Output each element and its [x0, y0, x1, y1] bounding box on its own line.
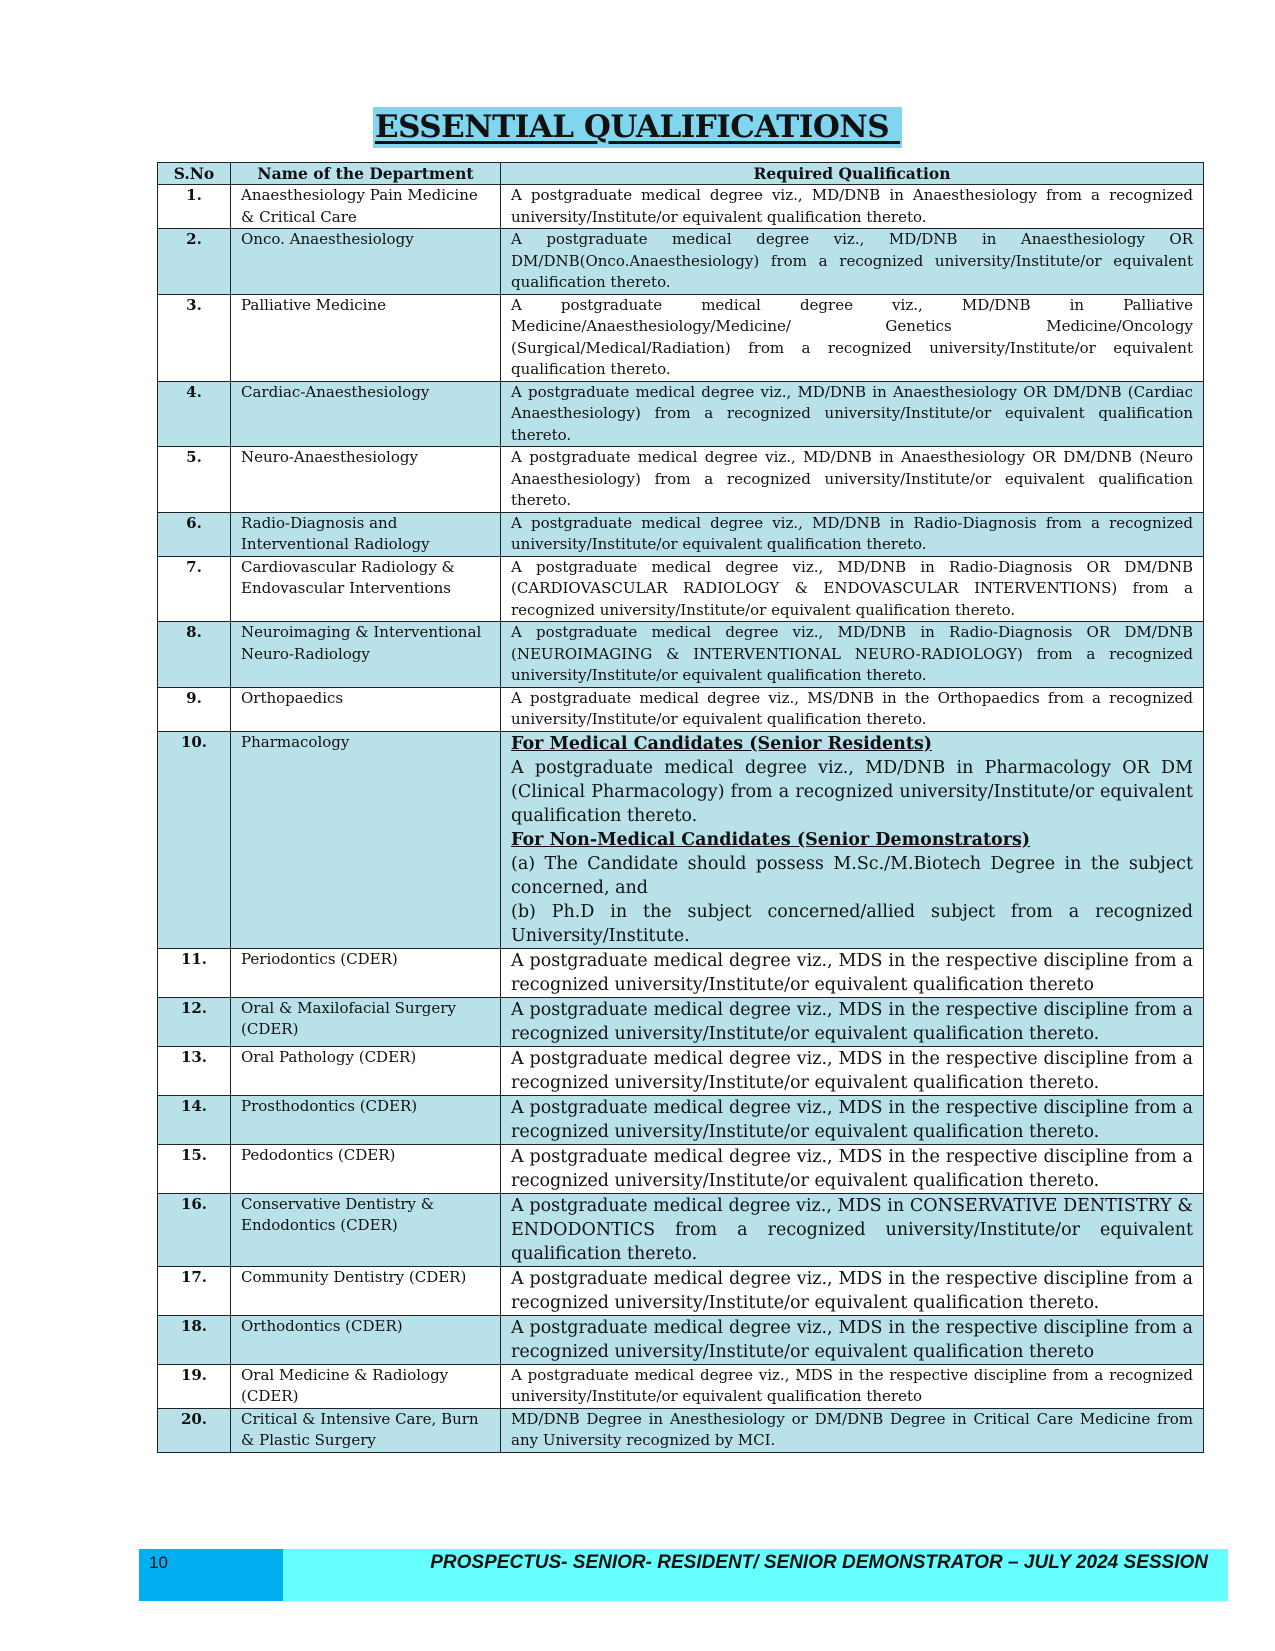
- row-qualification: A postgraduate medical degree viz., MDS in the respective discipline from a recognized university/Institute/or equivalent qualification thereto.: [501, 1144, 1204, 1193]
- row-qualification: A postgraduate medical degree viz., MDS in the respective discipline from a recognized university/Institute/or equivalent qualification thereto: [501, 1364, 1204, 1408]
- table-row: [158, 622, 1204, 688]
- page-footer: [139, 1549, 1228, 1601]
- table-row: [158, 1144, 1204, 1193]
- medical-candidates-text: A postgraduate medical degree viz., MD/DNB in Pharmacology OR DM (Clinical Pharmacology) from a recognized university/Institute/or equivalent qualification thereto.: [511, 757, 1193, 826]
- table-row: [158, 1095, 1204, 1144]
- page-number: 10: [139, 1549, 283, 1601]
- row-qualification: A postgraduate medical degree viz., MDS in the respective discipline from a recognized university/Institute/or equivalent qualification thereto.: [501, 1266, 1204, 1315]
- table-row: [158, 381, 1204, 447]
- table-row: [158, 1408, 1204, 1452]
- qualifications-table: [157, 162, 1204, 1453]
- table-row: [158, 229, 1204, 295]
- row-sno: 8.: [158, 622, 231, 688]
- table-row: [158, 948, 1204, 997]
- row-sno: 7.: [158, 556, 231, 622]
- table-row: [158, 997, 1204, 1046]
- row-department: Oral & Maxilofacial Surgery (CDER): [231, 997, 501, 1046]
- row-qualification: A postgraduate medical degree viz., MD/DNB in Radio-Diagnosis from a recognized university/Institute/or equivalent qualification thereto.: [501, 512, 1204, 556]
- page-title-wrap: [0, 107, 1275, 148]
- footer-title: PROSPECTUS- SENIOR- RESIDENT/ SENIOR DEMONSTRATOR – JULY 2024 SESSION: [430, 1552, 1208, 1573]
- table-row: [158, 556, 1204, 622]
- row-department: Conservative Dentistry & Endodontics (CDER): [231, 1193, 501, 1266]
- table-row: [158, 1364, 1204, 1408]
- row-department: Prosthodontics (CDER): [231, 1095, 501, 1144]
- row-department: Orthodontics (CDER): [231, 1315, 501, 1364]
- row-sno: 18.: [158, 1315, 231, 1364]
- non-medical-criterion-b: (b) Ph.D in the subject concerned/allied subject from a recognized University/Institute.: [511, 901, 1193, 946]
- table-row: [158, 512, 1204, 556]
- non-medical-criterion-a: (a) The Candidate should possess M.Sc./M.Biotech Degree in the subject concerned, and: [511, 853, 1193, 898]
- row-sno: 11.: [158, 948, 231, 997]
- row-department: Cardiovascular Radiology & Endovascular Interventions: [231, 556, 501, 622]
- row-qualification: A postgraduate medical degree viz., MD/DNB in Radio-Diagnosis OR DM/DNB (NEUROIMAGING & INTERVENTIONAL NEURO-RADIOLOGY) from a recognized university/Institute/or equivalent qualification thereto.: [501, 622, 1204, 688]
- row-sno: 5.: [158, 447, 231, 513]
- row-sno: 9.: [158, 687, 231, 731]
- row-sno: 19.: [158, 1364, 231, 1408]
- row-sno: 15.: [158, 1144, 231, 1193]
- header-department: Name of the Department: [231, 163, 501, 185]
- table-row: [158, 1046, 1204, 1095]
- row-department: Pharmacology: [231, 731, 501, 948]
- row-sno: 10.: [158, 731, 231, 948]
- row-department: Periodontics (CDER): [231, 948, 501, 997]
- row-department: Radio-Diagnosis and Interventional Radiology: [231, 512, 501, 556]
- row-sno: 14.: [158, 1095, 231, 1144]
- row-qualification: A postgraduate medical degree viz., MD/DNB in Radio-Diagnosis OR DM/DNB (CARDIOVASCULAR RADIOLOGY & ENDOVASCULAR INTERVENTIONS) from a recognized university/Institute/or equivalent qualification thereto.: [501, 556, 1204, 622]
- table-row: [158, 1266, 1204, 1315]
- row-qualification: MD/DNB Degree in Anesthesiology or DM/DNB Degree in Critical Care Medicine from any University recognized by MCI.: [501, 1408, 1204, 1452]
- row-department: Critical & Intensive Care, Burn & Plastic Surgery: [231, 1408, 501, 1452]
- row-sno: 17.: [158, 1266, 231, 1315]
- row-department: Oral Pathology (CDER): [231, 1046, 501, 1095]
- row-department: Anaesthesiology Pain Medicine & Critical Care: [231, 185, 501, 229]
- row-qualification: A postgraduate medical degree viz., MS/DNB in the Orthopaedics from a recognized university/Institute/or equivalent qualification thereto.: [501, 687, 1204, 731]
- row-sno: 1.: [158, 185, 231, 229]
- row-sno: 6.: [158, 512, 231, 556]
- row-qualification: A postgraduate medical degree viz., MD/DNB in Anaesthesiology OR DM/DNB(Onco.Anaesthesiology) from a recognized university/Institute/or equivalent qualification thereto.: [501, 229, 1204, 295]
- row-qualification: A postgraduate medical degree viz., MD/DNB in Palliative Medicine/Anaesthesiology/Medicine/ Genetics Medicine/Oncology (Surgical/Medical/Radiation) from a recognized university/Institute/or equivalent qualification thereto.: [501, 294, 1204, 381]
- row-department: Pedodontics (CDER): [231, 1144, 501, 1193]
- row-qualification: [501, 731, 1204, 948]
- row-qualification: A postgraduate medical degree viz., MD/DNB in Anaesthesiology OR DM/DNB (Cardiac Anaesthesiology) from a recognized university/Institute/or equivalent qualification thereto.: [501, 381, 1204, 447]
- table-row: [158, 731, 1204, 948]
- row-sno: 16.: [158, 1193, 231, 1266]
- row-sno: 4.: [158, 381, 231, 447]
- row-department: Community Dentistry (CDER): [231, 1266, 501, 1315]
- row-qualification: A postgraduate medical degree viz., MDS in the respective discipline from a recognized university/Institute/or equivalent qualification thereto.: [501, 1095, 1204, 1144]
- row-department: Orthopaedics: [231, 687, 501, 731]
- table-row: [158, 1193, 1204, 1266]
- row-sno: 12.: [158, 997, 231, 1046]
- row-department: Palliative Medicine: [231, 294, 501, 381]
- non-medical-candidates-heading: For Non-Medical Candidates (Senior Demonstrators): [511, 829, 1031, 850]
- row-department: Neuroimaging & Interventional Neuro-Radiology: [231, 622, 501, 688]
- row-qualification: A postgraduate medical degree viz., MDS in the respective discipline from a recognized university/Institute/or equivalent qualification thereto.: [501, 1046, 1204, 1095]
- header-qualification: Required Qualification: [501, 163, 1204, 185]
- row-sno: 2.: [158, 229, 231, 295]
- row-department: Cardiac-Anaesthesiology: [231, 381, 501, 447]
- table-row: [158, 447, 1204, 513]
- table-row: [158, 294, 1204, 381]
- row-department: Neuro-Anaesthesiology: [231, 447, 501, 513]
- row-qualification: A postgraduate medical degree viz., MDS in the respective discipline from a recognized university/Institute/or equivalent qualification thereto: [501, 948, 1204, 997]
- row-sno: 3.: [158, 294, 231, 381]
- header-sno: S.No: [158, 163, 231, 185]
- table-row: [158, 687, 1204, 731]
- row-qualification: A postgraduate medical degree viz., MDS in CONSERVATIVE DENTISTRY & ENDODONTICS from a recognized university/Institute/or equivalent qualification thereto.: [501, 1193, 1204, 1266]
- row-qualification: A postgraduate medical degree viz., MDS in the respective discipline from a recognized university/Institute/or equivalent qualification thereto.: [501, 997, 1204, 1046]
- medical-candidates-heading: For Medical Candidates (Senior Residents): [511, 733, 933, 754]
- row-qualification: A postgraduate medical degree viz., MDS in the respective discipline from a recognized university/Institute/or equivalent qualification thereto: [501, 1315, 1204, 1364]
- table-header-row: [158, 163, 1204, 185]
- row-qualification: A postgraduate medical degree viz., MD/DNB in Anaesthesiology from a recognized university/Institute/or equivalent qualification thereto.: [501, 185, 1204, 229]
- row-qualification: A postgraduate medical degree viz., MD/DNB in Anaesthesiology OR DM/DNB (Neuro Anaesthesiology) from a recognized university/Institute/or equivalent qualification thereto.: [501, 447, 1204, 513]
- table-row: [158, 1315, 1204, 1364]
- page-title: ESSENTIAL QUALIFICATIONS:: [373, 107, 902, 148]
- row-sno: 20.: [158, 1408, 231, 1452]
- table-row: [158, 185, 1204, 229]
- row-department: Onco. Anaesthesiology: [231, 229, 501, 295]
- row-sno: 13.: [158, 1046, 231, 1095]
- row-department: Oral Medicine & Radiology (CDER): [231, 1364, 501, 1408]
